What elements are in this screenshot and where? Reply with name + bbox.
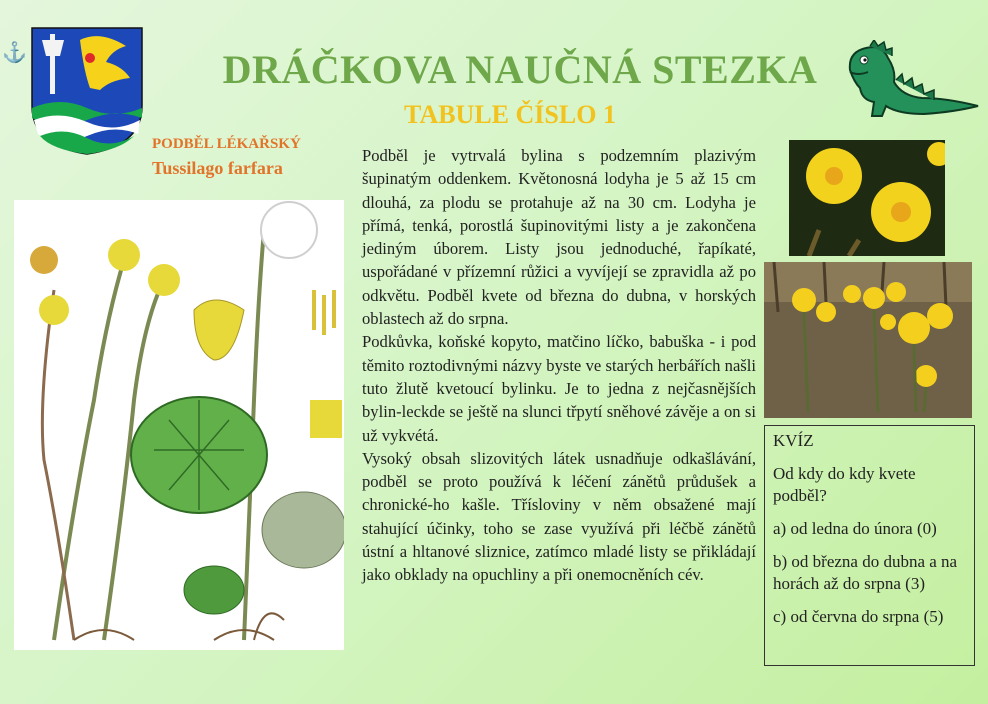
paragraph-folk-names: Podkůvka, koňské kopyto, matčino líčko, babuška - i pod těmito roztodivnými názvy byste ve starých herbářích našli tuto žlutě kvetoucí bylinku. Je to jedna z nejčasnějších bylin-leckde se ještě na slunci třpytí sněhové závěje a on si už vykvétá.	[362, 332, 756, 445]
paragraph-medicinal-use: Vysoký obsah slizovitých látek usnadňuje odkašlávání, podběl se proto používá k léčení zánětů průdušek a chronické-ho kašle. Tříslovinу v něm obsažené mají stahující účinky, toho se zase využívá při léčbě zánětů ústní a hltanové sliznice, zatímco mladé listy se přikládají jako obklady na opuchliny a při onemocněních cév.	[362, 448, 756, 585]
page-subtitle: TABULE ČÍSLO 1	[404, 100, 616, 129]
quiz-option-a: a) od ledna do února (0)	[773, 519, 937, 538]
coltsfoot-meadow-photo	[764, 262, 972, 418]
dragon-mascot-icon	[842, 40, 982, 122]
main-text	[362, 144, 756, 587]
anchor-icon: ⚓	[2, 42, 27, 64]
quiz-option-c: c) od června do srpna (5)	[773, 607, 944, 626]
quiz-title: KVÍZ	[773, 431, 814, 450]
quiz-box	[764, 425, 975, 666]
page-title: DRÁČKOVA NAUČNÁ STEZKA	[222, 47, 818, 92]
quiz-question: Od kdy do kdy kvete podběl?	[773, 464, 916, 505]
quiz-option-b: b) od března do dubna a na horách až do srpna (3)	[773, 552, 958, 593]
coat-of-arms-icon	[30, 26, 144, 156]
coltsfoot-botanical-illustration	[14, 200, 344, 650]
coltsfoot-flowers-photo	[789, 140, 945, 256]
plant-latin-name: Tussilago farfara	[152, 158, 283, 178]
plant-czech-name: PODBĚL LÉKAŘSKÝ	[152, 136, 301, 152]
paragraph-description: Podběl je vytrvalá bylina s podzemním plazivým šupinatým oddenkem. Květonosná lodyha je 5 až 15 cm dlouhá, za plodu se protahuje až na 30 cm. Lodyha je přímá, tenká, porostlá šupinovitými listy a je zakončena jediným úborem. Listy jsou jednoduché, řapíkaté, uspořádané v přízemní růžici a vyvíjejí se zpravidla až po odkvětu. Podběl kvete od března do dubna, v horských oblastech až do srpna.	[362, 146, 756, 329]
